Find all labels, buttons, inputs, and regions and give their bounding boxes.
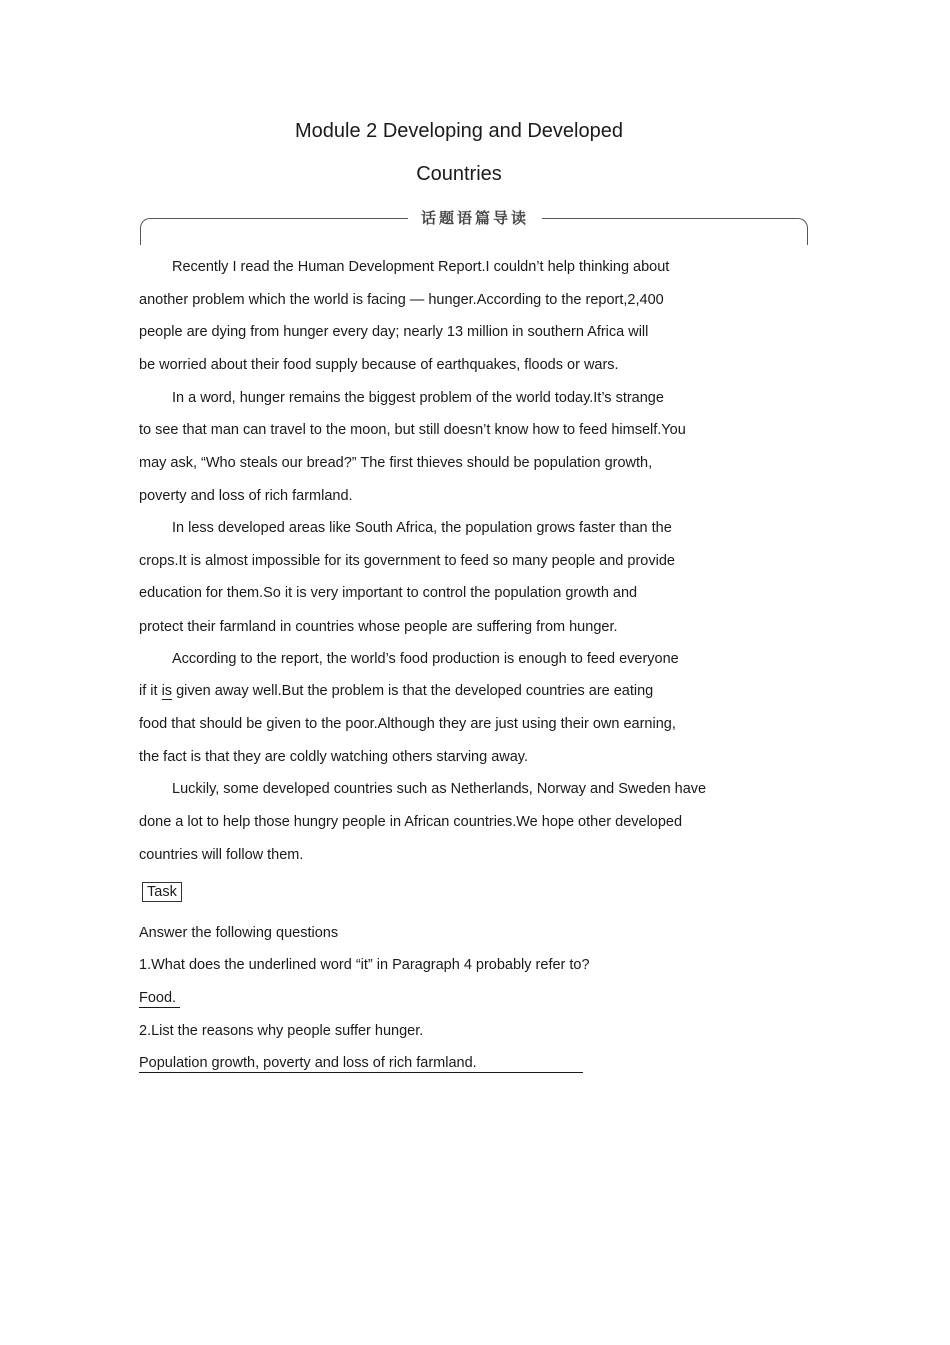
page-title-continued: Countries (416, 163, 502, 185)
paragraph-3-line-1: In less developed areas like South Africa, the population grows faster than the (172, 520, 672, 536)
paragraph-4-line-3: food that should be given to the poor.Although they are just using their own earning, (139, 716, 676, 732)
paragraph-5-line-2: done a lot to help those hungry people in African countries.We hope other developed (139, 814, 683, 830)
underlined-word: is (161, 683, 173, 699)
answer-2: Population growth, poverty and loss of rich farmland. (139, 1055, 583, 1073)
page-title: Module 2 Developing and Developed (294, 120, 623, 142)
paragraph-1-line-4: be worried about their food supply because of earthquakes, floods or wars. (139, 357, 619, 373)
paragraph-2-line-2: to see that man can travel to the moon, but still doesn’t know how to feed himself.You (139, 422, 686, 438)
answer-1: Food. (139, 990, 180, 1008)
paragraph-4-line-2 (139, 683, 653, 699)
paragraph-4-line-1: According to the report, the world’s food production is enough to feed everyone (172, 651, 679, 667)
question-1: 1.What does the underlined word “it” in Paragraph 4 probably refer to? (139, 957, 590, 973)
paragraph-3-line-4: protect their farmland in countries whose people are suffering from hunger. (139, 619, 618, 635)
paragraph-3-line-3: education for them.So it is very important to control the population growth and (139, 585, 638, 601)
paragraph-4-text: if it (139, 683, 162, 699)
paragraph-2-line-1: In a word, hunger remains the biggest problem of the world today.It’s strange (172, 390, 664, 406)
paragraph-5-line-1: Luckily, some developed countries such as Netherlands, Norway and Sweden have (172, 781, 707, 797)
paragraph-1-line-1: Recently I read the Human Development Report.I couldn’t help thinking about (172, 259, 670, 275)
paragraph-2-line-3: may ask, “Who steals our bread?” The first thieves should be population growth, (139, 455, 653, 471)
paragraph-4-text: given away well.But the problem is that the developed countries are eating (172, 683, 654, 699)
task-label: Task (142, 882, 182, 902)
paragraph-5-line-3: countries will follow them. (139, 847, 304, 863)
paragraph-1-line-2: another problem which the world is facing — hunger.According to the report,2,400 (139, 292, 664, 308)
paragraph-4-line-4: the fact is that they are coldly watching others starving away. (139, 749, 529, 765)
paragraph-3-line-2: crops.It is almost impossible for its government to feed so many people and provide (139, 553, 675, 569)
task-instruction: Answer the following questions (139, 925, 339, 941)
question-2: 2.List the reasons why people suffer hunger. (139, 1023, 424, 1039)
section-banner: 话题语篇导读 (408, 205, 542, 231)
paragraph-1-line-3: people are dying from hunger every day; nearly 13 million in southern Africa will (139, 324, 649, 340)
paragraph-2-line-4: poverty and loss of rich farmland. (139, 488, 353, 504)
